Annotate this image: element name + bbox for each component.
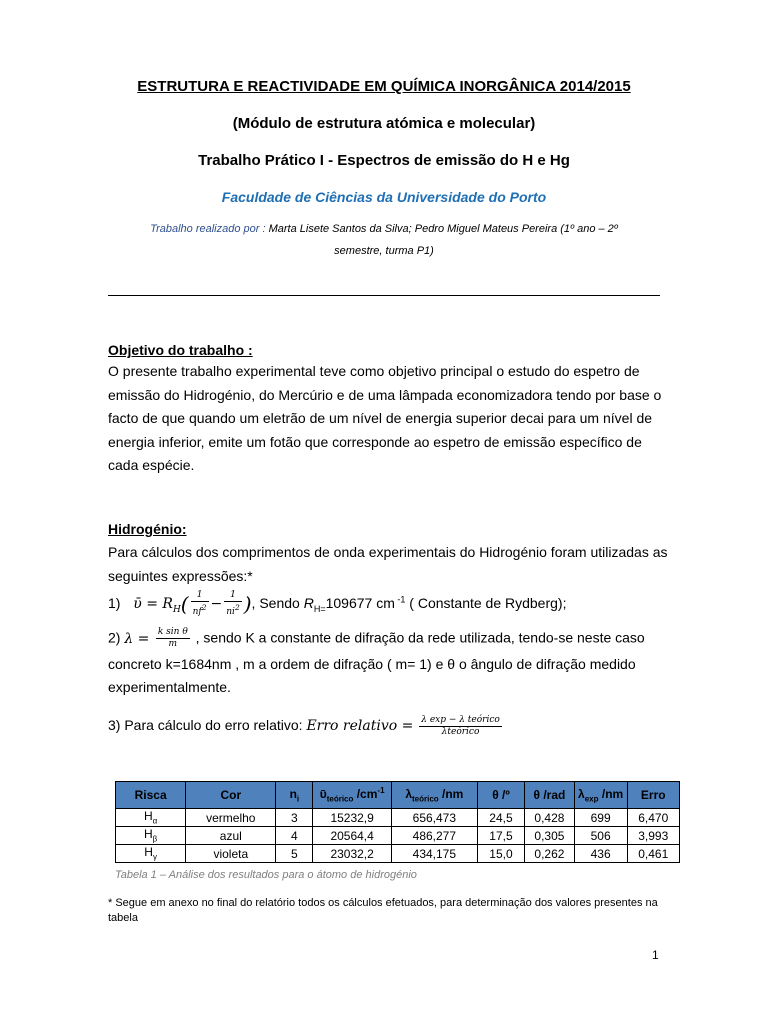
- cell-theta-deg: 24,5: [477, 809, 524, 827]
- equation-1-number: 1): [108, 595, 121, 611]
- table-caption: Tabela 1 – Análise dos resultados para o átomo de hidrogénio: [115, 869, 417, 881]
- rydberg-symbol: R: [303, 595, 314, 611]
- cell-theta-deg: 15,0: [477, 845, 524, 863]
- equation-3-denominator: λteórico: [441, 727, 480, 737]
- header-erro: Erro: [627, 782, 679, 809]
- header-divider: [108, 295, 660, 296]
- cell-risca: $H_\gamma$: [116, 845, 186, 863]
- authors-label: Trabalho realizado por :: [150, 223, 266, 235]
- authors-line1: Marta Lisete Santos da Silva; Pedro Miguel Mateus Pereira (1º ano – 2º: [265, 223, 618, 235]
- cell-lambda-teorico: 434,175: [391, 845, 477, 863]
- cell-ni: 5: [276, 845, 313, 863]
- cell-lambda-exp: 436: [574, 845, 627, 863]
- cell-nu: 15232,9: [313, 809, 391, 827]
- header-risca: Risca: [116, 782, 186, 809]
- cell-lambda-teorico: 486,277: [391, 827, 477, 845]
- cell-risca: $H_\beta$: [116, 827, 186, 845]
- cell-lambda-exp: 506: [574, 827, 627, 845]
- header-cor: Cor: [186, 782, 276, 809]
- table-row: [116, 809, 680, 827]
- authors-block: [0, 218, 768, 262]
- hydrogen-heading: Hidrogénio:: [108, 521, 187, 537]
- table-row: [116, 827, 680, 845]
- document-title: ESTRUTURA E REACTIVIDADE EM QUÍMICA INORGÂNICA 2014/2015: [137, 78, 631, 95]
- cell-erro: 6,470: [627, 809, 679, 827]
- equation-2-formula: λ = $\frac{\text{k sin θ}}{m}$: [124, 627, 188, 649]
- page-number: 1: [652, 948, 659, 962]
- equation-3-numerator: λ exp − λ teórico: [421, 715, 500, 725]
- equation-3-fraction: [419, 715, 502, 738]
- cell-lambda-exp: 699: [574, 809, 627, 827]
- objective-text: O presente trabalho experimental teve como objetivo principal o estudo do espetro de emissão do Hidrogénio, do Mercúrio e de uma lâmpada economizadora tendo por base o facto de que quando um eletrão de um nível de energia superior decai para um nível de energia inferior, emite um fotão que corresponde ao espetro de emissão específico de cada espécie.: [108, 363, 662, 473]
- cell-nu: 23032,2: [313, 845, 391, 863]
- cell-erro: 3,993: [627, 827, 679, 845]
- header-nu: ῡ$_{teórico}$ $/cm^{-1}$: [313, 782, 391, 809]
- equation-2-text: , sendo K a constante de difração da rede utilizada, tendo-se neste caso: [195, 629, 645, 646]
- authors-line2: semestre, turma P1): [334, 245, 434, 257]
- cell-theta-rad: 0,428: [525, 809, 575, 827]
- cell-erro: 0,461: [627, 845, 679, 863]
- equation-3-lhs: Erro relativo =: [306, 718, 414, 735]
- rydberg-value: 109677 cm: [325, 595, 395, 611]
- header-ni: $n_i$: [276, 782, 313, 809]
- equation-3-text: 3) Para cálculo do erro relativo:: [108, 717, 307, 734]
- cell-nu: 20564,4: [313, 827, 391, 845]
- rydberg-label: ( Constante de Rydberg);: [405, 595, 567, 611]
- faculty-name: Faculdade de Ciências da Universidade do Porto: [221, 189, 547, 205]
- footnote: * Segue em anexo no final do relatório todos os cálculos efetuados, para determinação dos valores presentes na tabela: [108, 897, 658, 924]
- cell-theta-rad: 0,262: [525, 845, 575, 863]
- equation-2-continuation-2: experimentalmente.: [108, 679, 231, 695]
- results-table: [115, 781, 680, 863]
- cell-risca: $H_\alpha$: [116, 809, 186, 827]
- cell-ni: 4: [276, 827, 313, 845]
- equation-2-continuation-1: concreto k=1684nm , m a ordem de difração ( m= 1) e θ o ângulo de difração medido: [108, 656, 636, 672]
- cell-cor: azul: [186, 827, 276, 845]
- work-title: Trabalho Prático I - Espectros de emissão do H e Hg: [198, 152, 570, 169]
- cell-theta-deg: 17,5: [477, 827, 524, 845]
- cell-lambda-teorico: 656,473: [391, 809, 477, 827]
- objective-heading: Objetivo do trabalho :: [108, 342, 253, 358]
- cell-cor: vermelho: [186, 809, 276, 827]
- equation-1-formula: ῡ = $R_H$( $\frac{1}{nf^2}$ − $\frac{1}{ni^2}$ ): [124, 590, 252, 617]
- cell-theta-rad: 0,305: [525, 827, 575, 845]
- header-theta-rad: θ /rad: [525, 782, 575, 809]
- equation-1: [108, 590, 566, 618]
- equation-1-text: , Sendo: [251, 595, 304, 611]
- equation-3: [108, 715, 504, 738]
- header-lambda-exp: $\lambda_{exp}$ /nm: [574, 782, 627, 809]
- hydrogen-intro: Para cálculos dos comprimentos de onda experimentais do Hidrogénio foram utilizadas as seguintes expressões:*: [108, 544, 668, 584]
- table-row: [116, 845, 680, 863]
- cell-ni: 3: [276, 809, 313, 827]
- rydberg-subscript: H=: [313, 603, 326, 614]
- header-lambda-teorico: $\lambda_{teórico}$ /nm: [391, 782, 477, 809]
- equation-2: [108, 627, 645, 650]
- rydberg-exponent: -1: [394, 594, 406, 605]
- cell-cor: violeta: [186, 845, 276, 863]
- equation-2-number: 2): [108, 629, 121, 646]
- header-theta-deg: θ /º: [477, 782, 524, 809]
- document-subtitle: (Módulo de estrutura atómica e molecular): [232, 115, 536, 132]
- table-header-row: [116, 782, 680, 809]
